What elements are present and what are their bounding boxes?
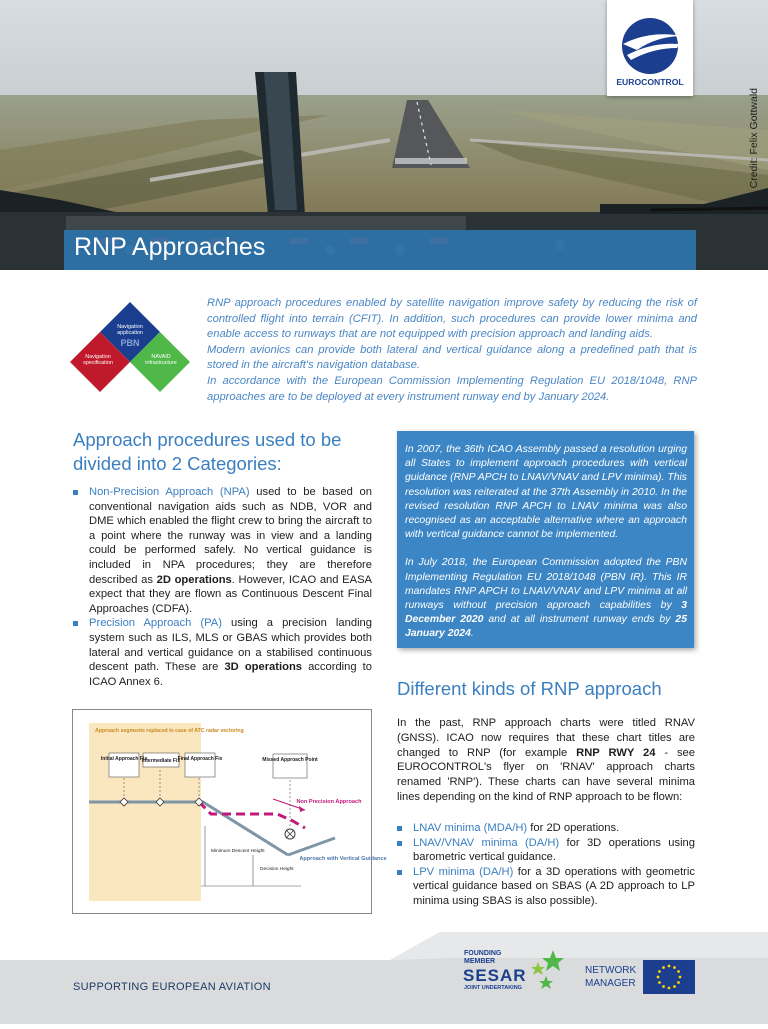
pbn-top-label: Navigation application xyxy=(117,324,143,336)
segments-note: Approach segments replaced in case of ATC radar vectoring xyxy=(95,728,244,734)
regulation-infobox xyxy=(397,431,694,648)
svg-text:Missed Approach Point xyxy=(262,757,318,763)
list-item-npa: Non-Precision Approach (NPA) used to be based on conventional navigation aids such as NDB, VOR and DME which enabled the flight crew to bring the aircraft to a point where the runway was in view and a landing could be performed safely. No vertical guidance is included in NPA procedures; they are therefore described as 2D operations. However, ICAO and EASA expect that they are flown as Continuous Descent Final Approaches (CDFA). xyxy=(73,485,372,616)
minima-list xyxy=(397,821,695,909)
pbn-right-label: NAVAID infrastructure xyxy=(145,354,177,366)
bullet-square-icon xyxy=(397,870,402,875)
eu-star-icon xyxy=(679,976,682,979)
atc-vectoring-zone xyxy=(89,723,201,901)
pbn-concept-diagram xyxy=(68,300,188,390)
infobox-paragraph-2: In July 2018, the European Commission adopted the PBN Implementing Regulation EU 2018/1048 (PBN IR). This IR mandates RNP APCH to LNAV/VNAV and LPV minima at all runways without precision approach capabilities by 3 December 2020 and at all instrument runway ends by 25 January 2024. xyxy=(405,557,687,640)
network-manager-label: NETWORK MANAGER xyxy=(585,965,637,989)
missed-point-label: Missed Approach Point xyxy=(262,757,318,763)
bullet-square-icon xyxy=(397,841,402,846)
svg-text:Non Precision Approach xyxy=(296,799,362,805)
pbn-left-label: Navigation specification xyxy=(83,354,113,366)
bullet-square-icon xyxy=(73,490,78,495)
approach-profile-diagram xyxy=(72,709,387,914)
eu-flag-icon xyxy=(643,960,695,994)
list-item-lnav: LNAV minima (MDA/H) for 2D operations. xyxy=(397,821,695,836)
intro-paragraph: In accordance with the European Commission Implementing Regulation EU 2018/1048, RNP approaches are to be deployed at every instrument runway end by January 2024. xyxy=(207,374,697,403)
eu-star-icon xyxy=(677,970,680,973)
npa-label: Non Precision Approach xyxy=(296,799,362,805)
eu-star-icon xyxy=(673,966,676,969)
photo-credit: Credit: Felix Gottwald xyxy=(748,88,760,189)
mdh-label: Minimum Descent Height xyxy=(211,849,265,854)
footer-tagline: SUPPORTING EUROPEAN AVIATION xyxy=(73,981,271,993)
eu-star-icon xyxy=(668,987,671,990)
eu-star-icon xyxy=(668,965,671,968)
rnp-kinds-heading: Different kinds of RNP approach xyxy=(397,678,662,699)
initial-fix-label: Initial Approach Fix xyxy=(100,756,148,762)
svg-text:Minimum Descent Height xyxy=(211,848,265,854)
eu-star-icon xyxy=(662,966,665,969)
eu-star-icon xyxy=(662,985,665,988)
vertical-guidance-label: Approach with Vertical Guidance xyxy=(299,856,387,862)
svg-text:Final Approach Fix xyxy=(178,756,223,762)
categories-heading: Approach procedures used to be divided into 2 Categories: xyxy=(73,429,342,474)
svg-text:Decision Height xyxy=(260,866,294,872)
eurocontrol-emblem-icon xyxy=(607,0,693,76)
eu-star-icon xyxy=(658,981,661,984)
intermediate-fix-label: Intermediate Fix xyxy=(141,758,181,764)
list-item-lpv: LPV minima (DA/H) for a 3D operations with geometric vertical guidance based on SBAS (A 2D approach to LP minima using SBAS is also possible). xyxy=(397,865,695,909)
list-item-lnav-vnav: LNAV/VNAV minima (DA/H) for 3D operations using barometric vertical guidance. xyxy=(397,836,695,865)
sesar-stars-icon xyxy=(528,948,570,992)
bullet-square-icon xyxy=(73,621,78,626)
intro-text xyxy=(207,296,697,405)
infobox-paragraph-1: In 2007, the 36th ICAO Assembly passed a resolution urging all States to implement approach procedures with vertical guidance (RNP APCH to LNAV/VNAV and LPV minima). This resolution was reiterated at the 37th Assembly in 2010. In the revised resolution RNP APCH to LNAV minima was also recognised as an acceptable alternative where an approach with vertical guidance cannot be implemented. xyxy=(405,444,687,541)
sesar-founding-label: FOUNDING MEMBER xyxy=(464,950,502,965)
sesar-subtitle: JOINT UNDERTAKING xyxy=(464,985,522,991)
list-item-pa: Precision Approach (PA) using a precision landing system such as ILS, MLS or GBAS which provides both lateral and vertical guidance on a stabilised continuous descent path. These are 3D operations according to ICAO Annex 6. xyxy=(73,616,372,689)
rnp-kinds-paragraph: In the past, RNP approach charts were titled RNAV (GNSS). ICAO now requires that these chart titles are changed to RNP (for example RNP RWY 24 - see EUROCONTROL's flyer on 'RNAV' approach charts renamed 'RNP'). These charts can have several minima lines depending on the kind of RNP approach to be flown: xyxy=(397,717,695,803)
intro-paragraph: RNP approach procedures enabled by satellite navigation improve safety by reducing the risk of controlled flight into terrain (CFIT). In addition, such procedures can provide lower minima and enable access to runways that are not equipped with precision approach and landing aids. xyxy=(207,297,697,341)
sesar-logo-text: SESAR xyxy=(463,966,527,985)
page-title: RNP Approaches xyxy=(74,233,266,261)
approach-categories-list xyxy=(73,485,372,689)
final-fix-label: Final Approach Fix xyxy=(177,756,223,762)
svg-text:Initial Approach Fix xyxy=(101,756,147,762)
dh-label: Decision Height xyxy=(260,867,294,872)
bullet-square-icon xyxy=(397,826,402,831)
eu-star-icon xyxy=(673,985,676,988)
eu-star-icon xyxy=(677,981,680,984)
eu-star-icon xyxy=(657,976,660,979)
intro-paragraph: Modern avionics can provide both lateral and vertical guidance along a predefined path that is stored in the aircraft's navigation database. xyxy=(207,343,697,372)
npa-path xyxy=(199,802,305,828)
pbn-center-label: PBN xyxy=(120,338,140,348)
eurocontrol-logo: EUROCONTROL xyxy=(607,0,693,96)
eu-star-icon xyxy=(658,970,661,973)
svg-text:Intermediate Fix xyxy=(142,758,181,764)
svg-text:Approach with Vertical Guidanc xyxy=(299,856,386,862)
title-band xyxy=(64,230,696,270)
